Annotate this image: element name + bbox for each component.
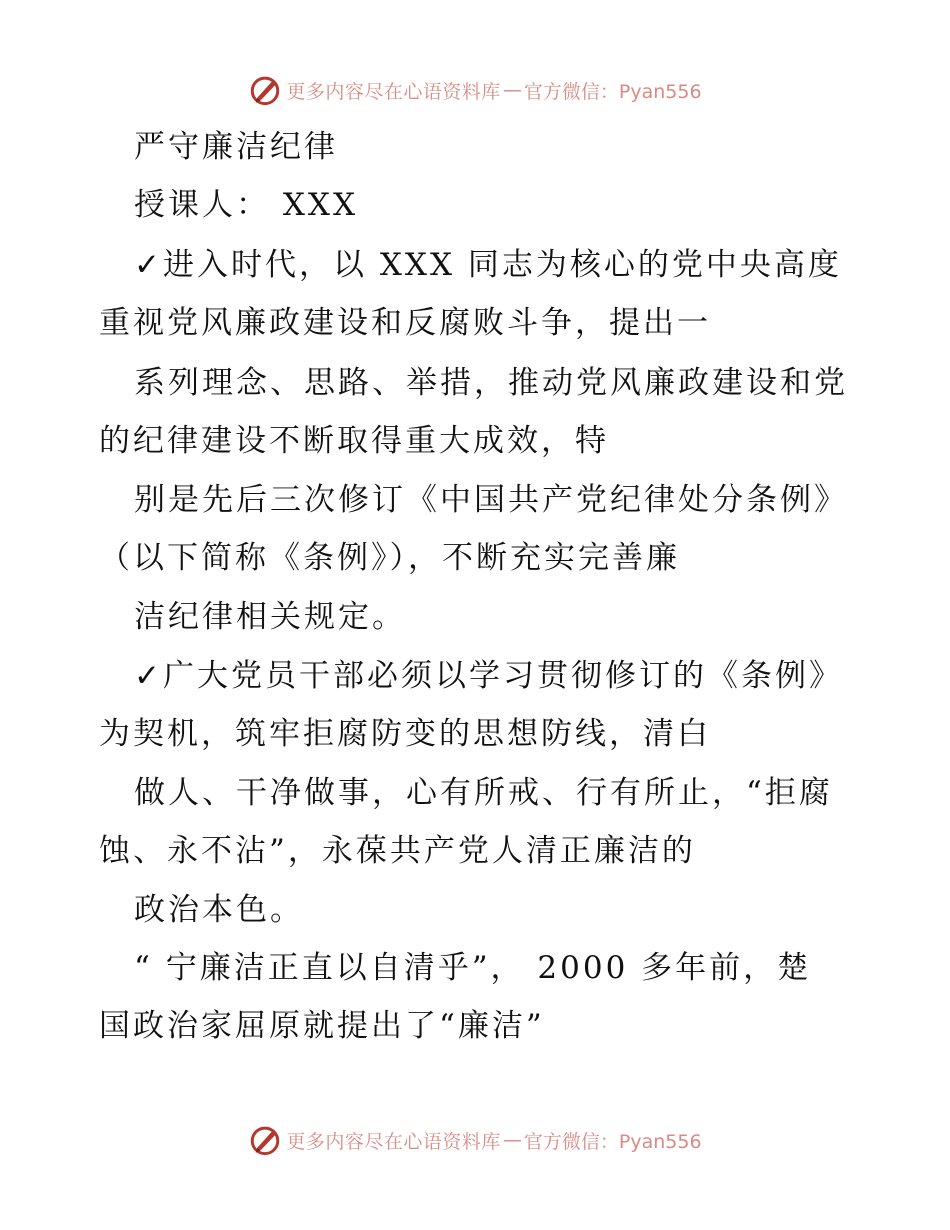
doc-lecturer: 授课人： XXX <box>134 187 359 223</box>
paragraph-line: （以下简称《条例》），不断充实完善廉 <box>99 540 680 576</box>
paragraph-line: 蚀、永不沾”，永葆共产党人清正廉洁的 <box>99 833 696 869</box>
paragraph-line: 政治本色。 <box>134 892 304 928</box>
paragraph-line: 别是先后三次修订《中国共产党纪律处分条例》 <box>134 482 848 518</box>
paragraph-line: 为契机，筑牢拒腐防变的思想防线，清白 <box>99 716 711 752</box>
banner-contact: 官方微信：Pyan556 <box>523 80 702 103</box>
paragraph-line: ✓广大党员干部必须以学习贯彻修订的《条例》 <box>134 658 843 694</box>
check-mark-icon: ✓ <box>134 658 163 694</box>
paragraph-line: “ 宁廉洁正直以自清乎”， 2000 多年前，楚 <box>134 950 812 986</box>
paragraph-line: 洁纪律相关规定。 <box>134 599 406 635</box>
banner-text: 更多内容尽在心语资料库 <box>286 80 501 103</box>
paragraph-line: 系列理念、思路、举措，推动党风廉政建设和党 <box>134 365 848 401</box>
paragraph-line: 国政治家屈原就提出了“廉洁” <box>99 1008 545 1044</box>
doc-title: 严守廉洁纪律 <box>134 129 338 165</box>
pen-logo-icon <box>248 1123 282 1157</box>
banner-text: 更多内容尽在心语资料库 <box>286 1130 501 1153</box>
paragraph-line: ✓进入时代，以 XXX 同志为核心的党中央高度 <box>134 247 842 283</box>
footer-banner <box>0 1120 950 1160</box>
paragraph-line: 的纪律建设不断取得重大成效，特 <box>99 423 609 459</box>
banner-separator: — <box>502 1129 522 1151</box>
pen-logo-icon <box>248 73 282 107</box>
paragraph-line: 重视党风廉政建设和反腐败斗争，提出一 <box>99 305 711 341</box>
banner-contact: 官方微信：Pyan556 <box>523 1130 702 1153</box>
banner-separator: — <box>502 79 522 101</box>
header-banner <box>0 70 950 110</box>
paragraph-line: 做人、干净做事，心有所戒、行有所止，“拒腐 <box>134 775 833 811</box>
check-mark-icon: ✓ <box>134 247 163 283</box>
